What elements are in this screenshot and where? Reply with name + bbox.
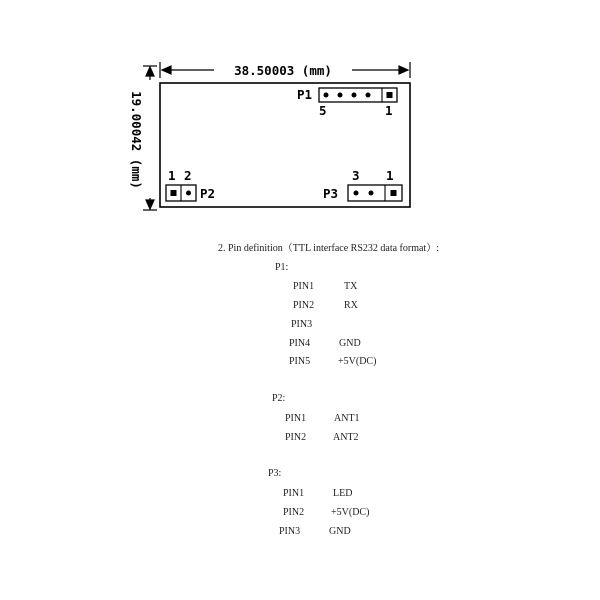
pin-definition-title: 2. Pin definition（TTL interface RS232 data format）: [218, 243, 439, 254]
board-drawing [0, 0, 600, 230]
p1-row-4-pin: PIN4 [289, 338, 311, 349]
p2-left-pin-number: 1 [168, 168, 176, 183]
p3-left-pin-number: 3 [352, 168, 360, 183]
connector-p1 [297, 87, 397, 118]
p1-name: P1 [297, 87, 313, 102]
p1-pin-1 [387, 92, 393, 98]
p3-row-1-signal: LED [333, 488, 353, 499]
p3-pin-2 [369, 191, 374, 196]
p3-row-2-signal: +5V(DC) [331, 507, 370, 518]
p1-pin-2 [366, 93, 371, 98]
p3-row-3-signal: GND [329, 526, 351, 537]
p2-right-pin-number: 2 [184, 168, 192, 183]
p1-row-2-signal: RX [344, 300, 358, 311]
p1-row-5-signal: +5V(DC) [338, 356, 377, 367]
p2-row-2-signal: ANT2 [333, 432, 359, 443]
p3-row-2-pin: PIN2 [283, 507, 305, 518]
p2-pin-2 [186, 191, 191, 196]
p3-pin-3 [354, 191, 359, 196]
p1-row-2-pin: PIN2 [293, 300, 315, 311]
p3-name: P3 [323, 186, 339, 201]
p1-row-1-pin: PIN1 [293, 281, 315, 292]
width-label: 38.50003 (mm) [234, 63, 332, 78]
p1-left-pin-number: 5 [319, 103, 327, 118]
height-label: 19.00042 (mm) [129, 91, 144, 189]
p2-row-1-pin: PIN1 [285, 413, 307, 424]
p1-header [319, 88, 397, 102]
p1-row-1-signal: TX [344, 281, 358, 292]
p2-pin-1 [171, 190, 177, 196]
p2-name: P2 [200, 186, 216, 201]
connector-p2 [166, 168, 215, 201]
p1-section-label: P1: [275, 262, 289, 273]
p2-row-2-pin: PIN2 [285, 432, 307, 443]
p1-pin-5 [324, 93, 329, 98]
p3-row-3-pin: PIN3 [279, 526, 301, 537]
p1-pin-4 [338, 93, 343, 98]
p1-right-pin-number: 1 [385, 103, 393, 118]
p3-section-label: P3: [268, 468, 282, 479]
p2-section-label: P2: [272, 393, 286, 404]
p1-row-4-signal: GND [339, 338, 361, 349]
p1-row-5-pin: PIN5 [289, 356, 311, 367]
connector-p3 [323, 168, 402, 201]
p2-row-1-signal: ANT1 [334, 413, 360, 424]
p3-right-pin-number: 1 [386, 168, 394, 183]
p3-row-1-pin: PIN1 [283, 488, 305, 499]
p1-pin-3 [352, 93, 357, 98]
p1-row-3-pin: PIN3 [291, 319, 313, 330]
p3-pin-1 [391, 190, 397, 196]
